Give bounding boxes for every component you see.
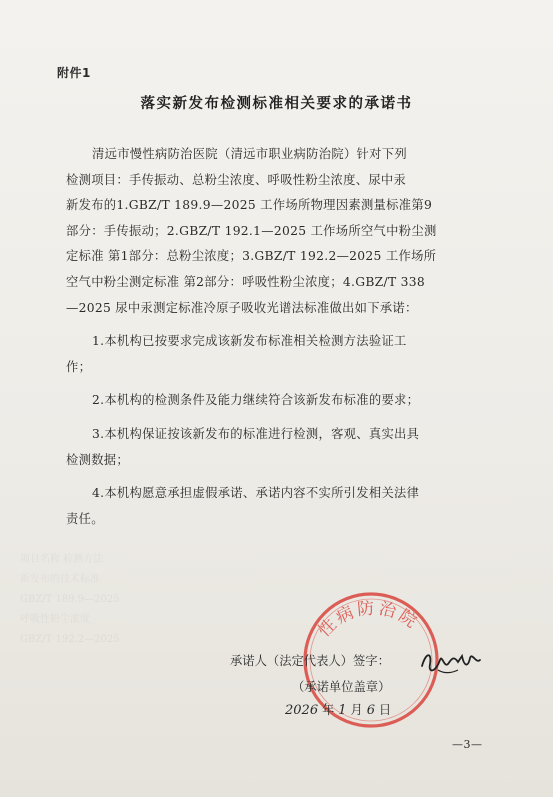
commitment-line: 检测数据； xyxy=(66,452,129,467)
date-day-unit: 日 xyxy=(378,703,392,717)
document-title: 落实新发布检测标准相关要求的承诺书 xyxy=(140,95,413,112)
intro-line: 新发布的1.GBZ/T 189.9—2025 工作场所物理因素测量标准第9 xyxy=(66,198,433,213)
signature-block xyxy=(230,648,390,700)
intro-line: 空气中粉尘测定标准 第2部分：呼吸性粉尘浓度；4.GBZ/T 338 xyxy=(66,274,426,289)
commitment-line: 2.本机构的检测条件及能力继续符合该新发布标准的要求； xyxy=(92,393,420,408)
page-number: —3— xyxy=(452,738,483,751)
date-day: 6 xyxy=(366,703,375,718)
document-body xyxy=(66,142,498,532)
seal-label: （承诺单位盖章） xyxy=(292,680,391,694)
seal-text: 性病防治院 xyxy=(314,598,423,642)
date-month-unit: 月 xyxy=(350,703,363,717)
commitment-item-3 xyxy=(66,422,498,473)
commitment-line: 作； xyxy=(66,359,92,374)
commitment-item-1 xyxy=(66,329,498,380)
intro-line: —2025 尿中汞测定标准冷原子吸收光谱法标准做出如下承诺： xyxy=(66,300,418,315)
intro-line: 定标准 第1部分：总粉尘浓度；3.GBZ/T 192.2—2025 工作场所 xyxy=(66,249,437,264)
commitment-item-2 xyxy=(66,388,498,414)
intro-line: 清远市慢性病防治医院（清远市职业病防治院）针对下列 xyxy=(92,147,407,161)
date-year: 2026 xyxy=(285,703,319,718)
intro-line: 部分：手传振动；2.GBZ/T 192.1—2025 工作场所空气中粉尘测 xyxy=(66,223,437,238)
date-year-unit: 年 xyxy=(322,703,335,717)
attachment-label: 附件1 xyxy=(57,66,91,80)
intro-line: 检测项目：手传振动、总粉尘浓度、呼吸性粉尘浓度、尿中汞 xyxy=(66,172,407,187)
signature-label: 承诺人（法定代表人）签字： xyxy=(230,654,390,668)
commitment-line: 3.本机构保证按该新发布的标准进行检测，客观、真实出具 xyxy=(92,426,420,441)
commitment-line: 4.本机构愿意承担虚假承诺、承诺内容不实所引发相关法律 xyxy=(92,486,420,501)
signing-date xyxy=(285,700,391,718)
handwritten-signature xyxy=(418,646,488,680)
intro-paragraph xyxy=(66,142,498,321)
date-month: 1 xyxy=(338,703,347,718)
commitment-item-4 xyxy=(66,481,498,532)
commitment-line: 责任。 xyxy=(66,511,104,526)
commitment-line: 1.本机构已按要求完成该新发布标准相关检测方法验证工 xyxy=(92,334,407,349)
bleed-through-text: 项目名称 检测方法 新发布的技术标准 GBZ/T 189.9—2025 呼吸性粉尘浓度 GBZ/T 192.2—2025 xyxy=(20,554,120,645)
